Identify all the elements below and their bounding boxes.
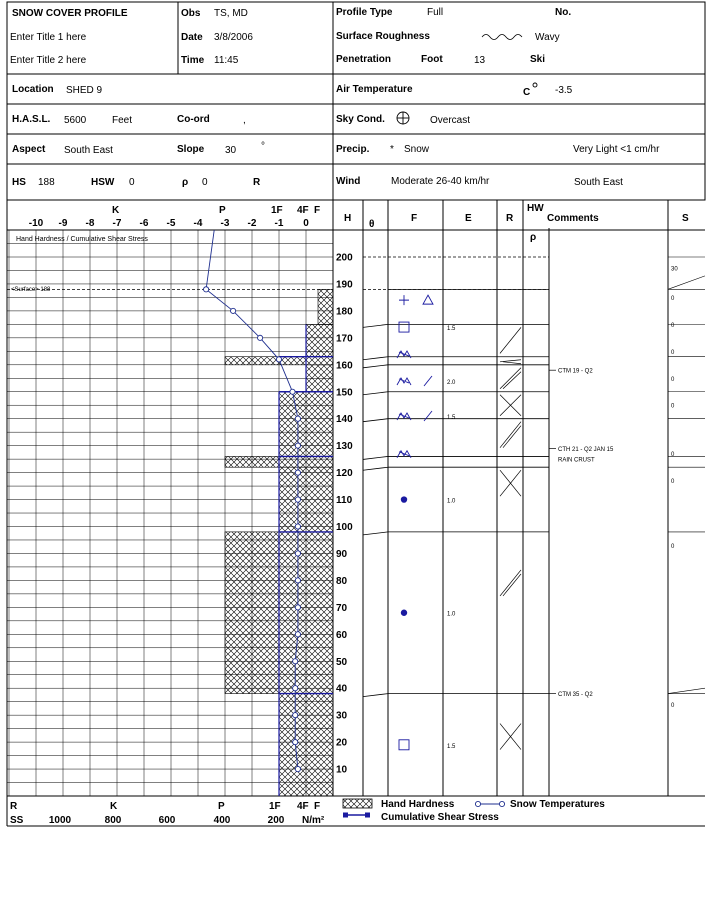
temperature-tick-label: -7 xyxy=(112,218,122,229)
slope-value[interactable]: 30 xyxy=(225,145,237,156)
temperature-point xyxy=(295,524,300,529)
grain-size-label: 1.0 xyxy=(447,498,456,505)
bottom-scale-r: R xyxy=(10,801,18,812)
legend-shear-label: Cumulative Shear Stress xyxy=(381,812,499,823)
temperature-tick-label: 0 xyxy=(303,218,309,229)
inner-legend-label: Hand Hardness / Cumulative Shear Stress xyxy=(16,236,148,243)
height-tick-label: 60 xyxy=(336,629,348,641)
comment-label: RAIN CRUST xyxy=(558,457,595,464)
temperature-point xyxy=(295,766,300,771)
column-temperature-header: θ xyxy=(369,219,375,230)
foot-penetration-value[interactable]: 13 xyxy=(474,55,486,66)
ski-penetration-label: Ski xyxy=(530,54,546,65)
hasl-value[interactable]: 5600 xyxy=(64,115,87,126)
hsw-value[interactable]: 0 xyxy=(129,177,135,188)
temperature-point xyxy=(295,416,300,421)
temperature-point xyxy=(295,470,300,475)
temperature-point xyxy=(295,443,300,448)
column-stability-header: S xyxy=(682,213,689,224)
obs-value[interactable]: TS, MD xyxy=(214,8,248,19)
precip-symbol: * xyxy=(390,144,394,155)
rounded-grain-icon xyxy=(401,610,407,616)
layer-connector-line xyxy=(363,324,388,327)
penetration-label: Penetration xyxy=(336,54,392,65)
coord-value[interactable]: , xyxy=(243,115,246,126)
stability-value: 0 xyxy=(671,349,675,356)
hardness-slash-mark xyxy=(503,426,521,448)
surface-roughness-value[interactable]: Wavy xyxy=(535,32,560,43)
profile-number-label: No. xyxy=(555,7,572,18)
stability-column xyxy=(668,257,705,709)
layer-connector-line xyxy=(363,456,388,459)
legend-shear-swatch xyxy=(343,813,370,818)
grain-size-label: 1.0 xyxy=(447,611,456,618)
slash-grain-icon xyxy=(424,376,432,386)
shear-stress-tick-label: 200 xyxy=(267,815,285,826)
height-tick-label: 180 xyxy=(336,306,353,318)
height-tick-label: 170 xyxy=(336,333,353,345)
slope-unit: ° xyxy=(261,141,265,152)
stability-value: 0 xyxy=(671,322,675,329)
bottom-scale-1f: 1F xyxy=(269,801,281,812)
temperature-point xyxy=(295,551,300,556)
surface-label: <Surface> 188 xyxy=(11,287,51,293)
legend-temperature-swatch xyxy=(475,801,505,806)
shear-stress-unit: N/m² xyxy=(302,815,325,826)
hardness-slash-mark xyxy=(503,574,521,596)
coord-label: Co-ord xyxy=(177,114,210,125)
layer-connector-line xyxy=(363,467,388,470)
faceted-triangle-icon xyxy=(423,295,433,304)
hardness-layer-bar xyxy=(279,467,333,532)
temperature-point xyxy=(293,713,298,718)
temperature-point xyxy=(295,632,300,637)
stability-value: 0 xyxy=(671,376,675,383)
wind-label: Wind xyxy=(336,176,361,187)
temperature-tick-label: -3 xyxy=(220,218,230,229)
bottom-scale-4f: 4F xyxy=(297,801,309,812)
hardness-layer-bar xyxy=(306,365,333,392)
profile-type-value[interactable]: Full xyxy=(427,7,444,18)
hsw-label: HSW xyxy=(91,177,115,188)
column-size-header: E xyxy=(465,213,472,224)
grain-forms xyxy=(397,295,456,750)
sky-condition-value[interactable]: Overcast xyxy=(430,115,471,126)
time-label: Time xyxy=(181,55,205,66)
overcast-sky-icon xyxy=(397,112,409,124)
precip-rate-value[interactable]: Very Light <1 cm/hr xyxy=(573,144,660,155)
height-tick-label: 130 xyxy=(336,441,353,453)
height-tick-label: 160 xyxy=(336,360,353,372)
degree-icon xyxy=(533,83,537,87)
height-tick-label: 150 xyxy=(336,387,353,399)
temperature-point xyxy=(204,287,209,292)
stability-value: 0 xyxy=(671,452,675,459)
wind-speed-value[interactable]: Moderate 26-40 km/hr xyxy=(391,176,490,187)
temperature-point xyxy=(293,740,298,745)
temperature-tick-label: -6 xyxy=(139,218,149,229)
temperature-point xyxy=(295,497,300,502)
height-tick-label: 40 xyxy=(336,683,348,695)
grain-size-label: 2.0 xyxy=(447,379,456,386)
shear-stress-ticks xyxy=(49,815,285,826)
height-tick-label: 90 xyxy=(336,548,348,560)
height-tick-label: 80 xyxy=(336,575,348,587)
comment-label: CTM 19 - Q2 xyxy=(558,368,593,375)
hs-label: HS xyxy=(12,177,26,188)
temperature-tick-label: -5 xyxy=(166,218,176,229)
top-scale-p: P xyxy=(219,205,226,216)
air-temperature-label: Air Temperature xyxy=(336,84,413,95)
stability-value: 0 xyxy=(671,702,675,709)
temperature-tick-label: -1 xyxy=(274,218,284,229)
bottom-scale-k: K xyxy=(110,801,118,812)
hardness-slash-mark xyxy=(500,327,521,353)
grain-size-label: 1.5 xyxy=(447,326,456,333)
grain-size-label: 1.5 xyxy=(447,415,456,422)
layer-connector-line xyxy=(363,357,388,360)
layer-connector-line xyxy=(363,694,388,697)
slash-grain-icon xyxy=(424,411,432,421)
sky-condition-label: Sky Cond. xyxy=(336,114,385,125)
date-value[interactable]: 3/8/2006 xyxy=(214,32,253,43)
top-scale-k: K xyxy=(112,205,120,216)
bottom-scale-p: P xyxy=(218,801,225,812)
faceted-grain-icon xyxy=(399,740,409,750)
comments-column xyxy=(549,369,614,698)
column-comments-header: Comments xyxy=(547,213,599,224)
foot-penetration-label: Foot xyxy=(421,54,443,65)
stability-value: 0 xyxy=(671,295,675,302)
location-value[interactable]: SHED 9 xyxy=(66,85,103,96)
legend-temperature-label: Snow Temperatures xyxy=(510,799,605,810)
density-value[interactable]: 0 xyxy=(202,177,208,188)
obs-label: Obs xyxy=(181,8,201,19)
shear-stress-tick-label: 400 xyxy=(213,815,231,826)
temperature-point xyxy=(290,389,295,394)
slope-label: Slope xyxy=(177,144,205,155)
profile-type-label: Profile Type xyxy=(336,7,393,18)
temperature-tick-label: -2 xyxy=(247,218,257,229)
stability-slope-line xyxy=(668,276,705,289)
temperature-tick-label: -10 xyxy=(28,218,44,229)
air-temperature-value[interactable]: -3.5 xyxy=(555,85,573,96)
hardness-layer-bar xyxy=(318,289,333,324)
bottom-scale-f: F xyxy=(314,801,321,812)
hardness-slash-mark xyxy=(503,372,521,389)
rounded-grain-icon xyxy=(401,496,407,502)
wavy-roughness-icon xyxy=(482,35,522,40)
column-density-header: ρ xyxy=(530,232,537,243)
height-tick-label: 110 xyxy=(336,495,353,507)
depth-hoar-icon xyxy=(397,378,411,385)
column-hardness-header: R xyxy=(506,213,514,224)
layer-connector-line xyxy=(363,532,388,535)
air-temperature-unit: C xyxy=(523,87,531,98)
surface-roughness-label: Surface Roughness xyxy=(336,31,430,42)
hasl-label: H.A.S.L. xyxy=(12,114,51,125)
height-tick-label: 50 xyxy=(336,656,348,668)
hardness-layer-bar xyxy=(279,694,333,796)
aspect-label: Aspect xyxy=(12,144,46,155)
grain-size-label: 1.5 xyxy=(447,743,456,750)
form-title: SNOW COVER PROFILE xyxy=(12,8,128,19)
height-ticks xyxy=(336,253,353,776)
height-tick-label: 120 xyxy=(336,468,353,480)
density-label: ρ xyxy=(182,177,189,188)
height-tick-label: 100 xyxy=(336,522,353,533)
stability-slope-line xyxy=(668,688,705,693)
hardness-slash-mark xyxy=(503,362,521,364)
title-2-field[interactable]: Enter Title 2 here xyxy=(10,55,87,66)
temperature-tick-label: -8 xyxy=(85,218,95,229)
layer-boundaries xyxy=(363,257,549,796)
column-height-header: H xyxy=(344,213,352,224)
top-scale-4f: 4F xyxy=(297,205,309,216)
comment-label: CTH 21 - Q2 JAN 15 xyxy=(558,446,614,453)
date-label: Date xyxy=(181,32,203,43)
r-label: R xyxy=(253,177,261,188)
hardness-layer-bar xyxy=(279,392,333,457)
faceted-grain-icon xyxy=(399,322,409,332)
temperature-point xyxy=(293,659,298,664)
temperature-ticks xyxy=(29,218,309,229)
hardness-slash-mark xyxy=(500,570,521,596)
time-value[interactable]: 11:45 xyxy=(214,55,239,66)
height-tick-label: 10 xyxy=(336,764,348,776)
layer-connector-line xyxy=(363,419,388,422)
temperature-point xyxy=(293,686,298,691)
shear-stress-tick-label: 1000 xyxy=(48,815,72,826)
height-tick-label: 70 xyxy=(336,602,348,614)
temperature-point xyxy=(231,308,236,313)
top-scale-f: F xyxy=(314,205,321,216)
hardness-slash-mark xyxy=(500,368,521,389)
stability-value: 30 xyxy=(671,266,678,273)
bottom-scale-ss: SS xyxy=(10,815,24,826)
wind-direction-value[interactable]: South East xyxy=(574,177,623,188)
height-tick-label: 20 xyxy=(336,737,348,749)
new-snow-icon xyxy=(399,295,409,305)
comment-label: CTM 35 - Q2 xyxy=(558,692,593,699)
hardness-slash-mark xyxy=(500,422,521,448)
height-tick-label: 200 xyxy=(336,252,353,264)
hasl-unit: Feet xyxy=(112,115,133,126)
hs-value[interactable]: 188 xyxy=(38,177,55,188)
height-tick-label: 190 xyxy=(336,279,353,291)
column-form-header: F xyxy=(411,213,418,224)
precip-value[interactable]: Snow xyxy=(404,144,430,155)
layer-connector-line xyxy=(363,365,388,368)
location-label: Location xyxy=(12,84,54,95)
title-1-field[interactable]: Enter Title 1 here xyxy=(10,32,87,43)
shear-stress-tick-label: 800 xyxy=(104,815,122,826)
temperature-point xyxy=(295,605,300,610)
temperature-tick-label: -9 xyxy=(58,218,68,229)
precip-label: Precip. xyxy=(336,144,370,155)
aspect-value[interactable]: South East xyxy=(64,145,113,156)
legend-hardness-label: Hand Hardness xyxy=(381,799,455,810)
column-water-header: HW xyxy=(527,203,544,214)
temperature-point xyxy=(258,335,263,340)
stability-value: 0 xyxy=(671,403,675,410)
stability-value: 0 xyxy=(671,479,675,486)
layer-connector-line xyxy=(363,392,388,395)
hardness-layer-bar xyxy=(306,324,333,356)
temperature-tick-label: -4 xyxy=(193,218,203,229)
stability-value: 0 xyxy=(671,543,675,550)
height-tick-label: 30 xyxy=(336,710,348,722)
top-scale-1f: 1F xyxy=(271,205,283,216)
temperature-point xyxy=(295,578,300,583)
shear-stress-tick-label: 600 xyxy=(158,815,176,826)
temperature-point xyxy=(276,357,281,362)
legend-hardness-swatch xyxy=(343,799,372,808)
height-tick-label: 140 xyxy=(336,414,353,426)
